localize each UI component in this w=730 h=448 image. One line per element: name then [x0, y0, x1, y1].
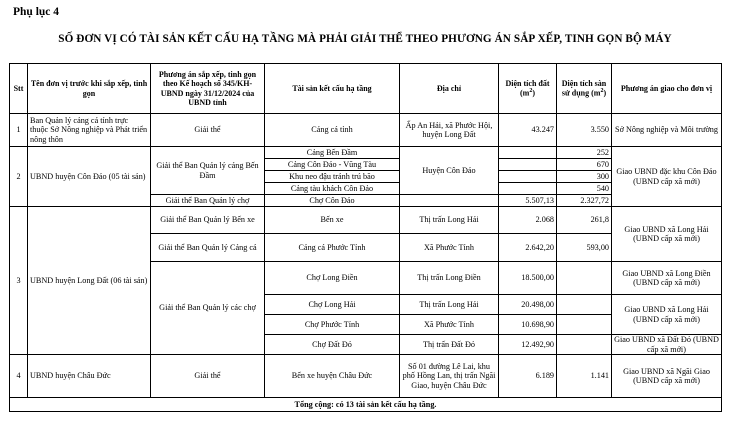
cell-stt: 1: [10, 114, 28, 147]
header-assign: Phương án giao cho đơn vị: [612, 64, 722, 114]
cell-asset: Khu neo đậu tránh trú bão: [265, 171, 400, 183]
cell-assign: Sở Nông nghiệp và Môi trường: [612, 114, 722, 147]
cell-assign: Giao UBND đặc khu Côn Đảo (UBND cấp xã mới): [612, 147, 722, 207]
table-row: [10, 207, 722, 234]
cell-asset: Bến xe: [265, 207, 400, 234]
header-plan: Phương án sắp xếp, tinh gọn theo Kế hoạch số 345/KH-UBND ngày 31/12/2024 của UBND tỉnh: [151, 64, 265, 114]
cell-asset: Bến xe huyện Châu Đức: [265, 355, 400, 398]
cell-land: 18.500,00: [499, 262, 557, 295]
cell-use: 540: [557, 183, 612, 195]
cell-land: [499, 171, 557, 183]
cell-assign: Giao UBND xã Long Hải (UBND cấp xã mới): [612, 207, 722, 262]
cell-asset: Cảng Bến Đầm: [265, 147, 400, 159]
cell-use: [557, 335, 612, 355]
header-address: Địa chỉ: [400, 64, 499, 114]
cell-asset: Cảng tàu khách Côn Đảo: [265, 183, 400, 195]
cell-assign: Giao UBND xã Đất Đỏ (UBND cấp xã mới): [612, 335, 722, 355]
cell-address: Xã Phước Tỉnh: [400, 315, 499, 335]
cell-unit: Ban Quản lý cảng cá tỉnh trực thuộc Sở Nông nghiệp và Phát triển nông thôn: [28, 114, 151, 147]
total-row: [10, 398, 722, 412]
cell-plan: Giải thể Ban Quản lý cảng Bến Đầm: [151, 147, 265, 195]
cell-use: [557, 295, 612, 315]
cell-use: 593,00: [557, 234, 612, 262]
cell-assign: Giao UBND xã Ngãi Giao (UBND cấp xã mới): [612, 355, 722, 398]
cell-assign: Giao UBND xã Long Điền (UBND cấp xã mới): [612, 262, 722, 295]
cell-land: 12.492,90: [499, 335, 557, 355]
cell-address: Ấp An Hải, xã Phước Hội, huyện Long Đất: [400, 114, 499, 147]
cell-address: Thị trấn Long Hải: [400, 295, 499, 315]
cell-address: Thị trấn Đất Đỏ: [400, 335, 499, 355]
cell-stt: 3: [10, 207, 28, 355]
cell-unit: UBND huyện Long Đất (06 tài sản): [28, 207, 151, 355]
header-asset: Tài sản kết cấu hạ tầng: [265, 64, 400, 114]
cell-use: 252: [557, 147, 612, 159]
cell-asset: Cảng cá tỉnh: [265, 114, 400, 147]
cell-plan: Giải thể: [151, 355, 265, 398]
cell-land: 10.698,90: [499, 315, 557, 335]
cell-land: 2.642,20: [499, 234, 557, 262]
cell-use: 300: [557, 171, 612, 183]
total-cell: Tổng cộng: có 13 tài sản kết cấu hạ tầng.: [10, 398, 722, 412]
cell-stt: 2: [10, 147, 28, 207]
cell-use: 3.550: [557, 114, 612, 147]
header-unit: Tên đơn vị trước khi sắp xếp, tinh gọn: [28, 64, 151, 114]
cell-asset: Chợ Long Điền: [265, 262, 400, 295]
cell-address: [400, 195, 499, 207]
cell-plan: Giải thể Ban Quản lý Cảng cá: [151, 234, 265, 262]
cell-address: Số 01 đường Lê Lai, khu phố Hồng Lan, thị trấn Ngãi Giao, huyện Châu Đức: [400, 355, 499, 398]
cell-address: Thị trấn Long Điền: [400, 262, 499, 295]
cell-unit: UBND huyện Châu Đức: [28, 355, 151, 398]
cell-land: 20.498,00: [499, 295, 557, 315]
asset-table: [9, 63, 722, 412]
cell-use: 261,8: [557, 207, 612, 234]
cell-land: 5.507,13: [499, 195, 557, 207]
table-row: [10, 114, 722, 147]
cell-unit: UBND huyện Côn Đảo (05 tài sản): [28, 147, 151, 207]
header-use-area: Diện tích sàn sử dụng $(m^2)$: [557, 64, 612, 114]
cell-address: Huyện Côn Đảo: [400, 147, 499, 195]
cell-plan: Giải thể: [151, 114, 265, 147]
cell-plan: Giải thể Ban Quản lý Bến xe: [151, 207, 265, 234]
cell-stt: 4: [10, 355, 28, 398]
cell-asset: Cảng Côn Đảo - Vũng Tàu: [265, 159, 400, 171]
cell-use: 2.327,72: [557, 195, 612, 207]
header-stt: Stt: [10, 64, 28, 114]
cell-use: 670: [557, 159, 612, 171]
cell-assign: Giao UBND xã Long Hải (UBND cấp xã mới): [612, 295, 722, 335]
cell-land: [499, 159, 557, 171]
cell-asset: Chợ Đất Đỏ: [265, 335, 400, 355]
cell-land: [499, 183, 557, 195]
cell-use: [557, 262, 612, 295]
table-row: [10, 147, 722, 159]
cell-use: 1.141: [557, 355, 612, 398]
cell-plan: Giải thể Ban Quản lý các chợ: [151, 262, 265, 355]
cell-asset: Chợ Phước Tỉnh: [265, 315, 400, 335]
table-row: [10, 355, 722, 398]
cell-asset: Cảng cá Phước Tỉnh: [265, 234, 400, 262]
header-row: [10, 64, 722, 114]
header-land-area: Diện tích đất $(m^2)$: [499, 64, 557, 114]
document-title: SỐ ĐƠN VỊ CÓ TÀI SẢN KẾT CẤU HẠ TẦNG MÀ PHẢI GIẢI THỂ THEO PHƯƠNG ÁN SẮP XẾP, TINH GỌN BỘ MÁY: [58, 33, 672, 45]
cell-land: 6.189: [499, 355, 557, 398]
cell-address: Xã Phước Tỉnh: [400, 234, 499, 262]
cell-asset: Chợ Côn Đảo: [265, 195, 400, 207]
appendix-label: Phụ lục 4: [13, 6, 60, 18]
cell-plan: Giải thể Ban Quản lý chợ: [151, 195, 265, 207]
cell-land: [499, 147, 557, 159]
cell-land: 43.247: [499, 114, 557, 147]
cell-asset: Chợ Long Hải: [265, 295, 400, 315]
cell-land: 2.068: [499, 207, 557, 234]
cell-address: Thị trấn Long Hải: [400, 207, 499, 234]
cell-use: [557, 315, 612, 335]
